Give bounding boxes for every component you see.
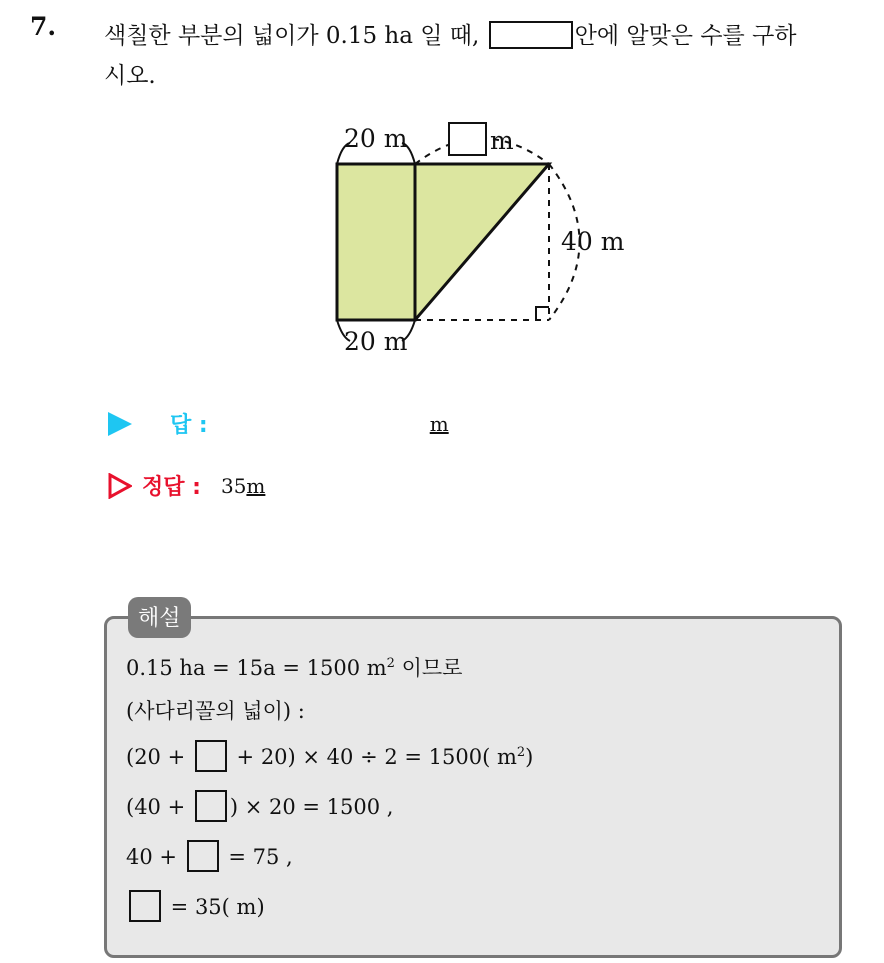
- solution-line-1-text: 0.15 ha = 15a = 1500 m: [126, 656, 387, 680]
- label-top-unit: m: [490, 126, 514, 155]
- solution-blank-box: [195, 790, 227, 822]
- solution-line-4-a: (40 +: [126, 795, 192, 819]
- solution-blank-box: [195, 740, 227, 772]
- trapezoid-diagram: [320, 115, 640, 365]
- solution-blank-box: [129, 890, 161, 922]
- solution-line-6-b: = 35( m): [164, 895, 265, 919]
- solution-line-5: [126, 840, 293, 872]
- correct-value: 35: [220, 473, 247, 498]
- correct-unit: m: [246, 473, 266, 498]
- solution-line-3-c: ): [525, 745, 534, 769]
- solution-line-1: [126, 652, 462, 682]
- shaded-triangle: [415, 164, 549, 320]
- question-text-part1: 색칠한 부분의 넓이가 0.15 ha 일 때,: [104, 23, 480, 49]
- solution-line-4: [126, 790, 393, 822]
- solution-line-5-b: = 75 ,: [221, 845, 293, 869]
- solution-line-3-sup: 2: [516, 745, 526, 760]
- question-text-part2: 안에 알맞은 수를 구하: [574, 23, 797, 49]
- correct-answer-row: [108, 470, 265, 501]
- filled-triangle-icon: [108, 412, 132, 436]
- shaded-rectangle: [337, 164, 415, 320]
- answer-row: [108, 408, 449, 439]
- label-top-left: 20 m: [344, 124, 408, 153]
- solution-blank-box: [187, 840, 219, 872]
- solution-line-2: (사다리꼴의 넓이) :: [126, 699, 305, 723]
- diagram-blank-box: [449, 123, 486, 155]
- solution-line-5-a: 40 +: [126, 845, 184, 869]
- solution-tag: 해설: [128, 597, 191, 638]
- solution-line-6: [126, 890, 265, 922]
- solution-line-3: [126, 740, 533, 772]
- answer-unit: m: [429, 411, 449, 436]
- right-angle-mark: [536, 307, 549, 320]
- outline-triangle-icon: [108, 473, 132, 499]
- question-text-line2: 시오.: [104, 63, 156, 89]
- question-text: [104, 16, 874, 96]
- solution-line-3-a: (20 +: [126, 745, 192, 769]
- label-right: 40 m: [561, 227, 625, 256]
- label-bottom: 20 m: [344, 327, 408, 356]
- correct-label: 정답 :: [142, 475, 201, 500]
- solution-line-3-b: + 20) × 40 ÷ 2 = 1500( m: [229, 745, 517, 769]
- answer-blank-box: [489, 21, 573, 49]
- solution-line-1-sup: 2: [386, 656, 395, 671]
- solution-line-1-suffix: 이므로: [394, 656, 463, 680]
- solution-line-4-b: ) × 20 = 1500 ,: [229, 795, 394, 819]
- answer-label: 답 :: [170, 413, 208, 438]
- question-number: 7.: [30, 12, 57, 41]
